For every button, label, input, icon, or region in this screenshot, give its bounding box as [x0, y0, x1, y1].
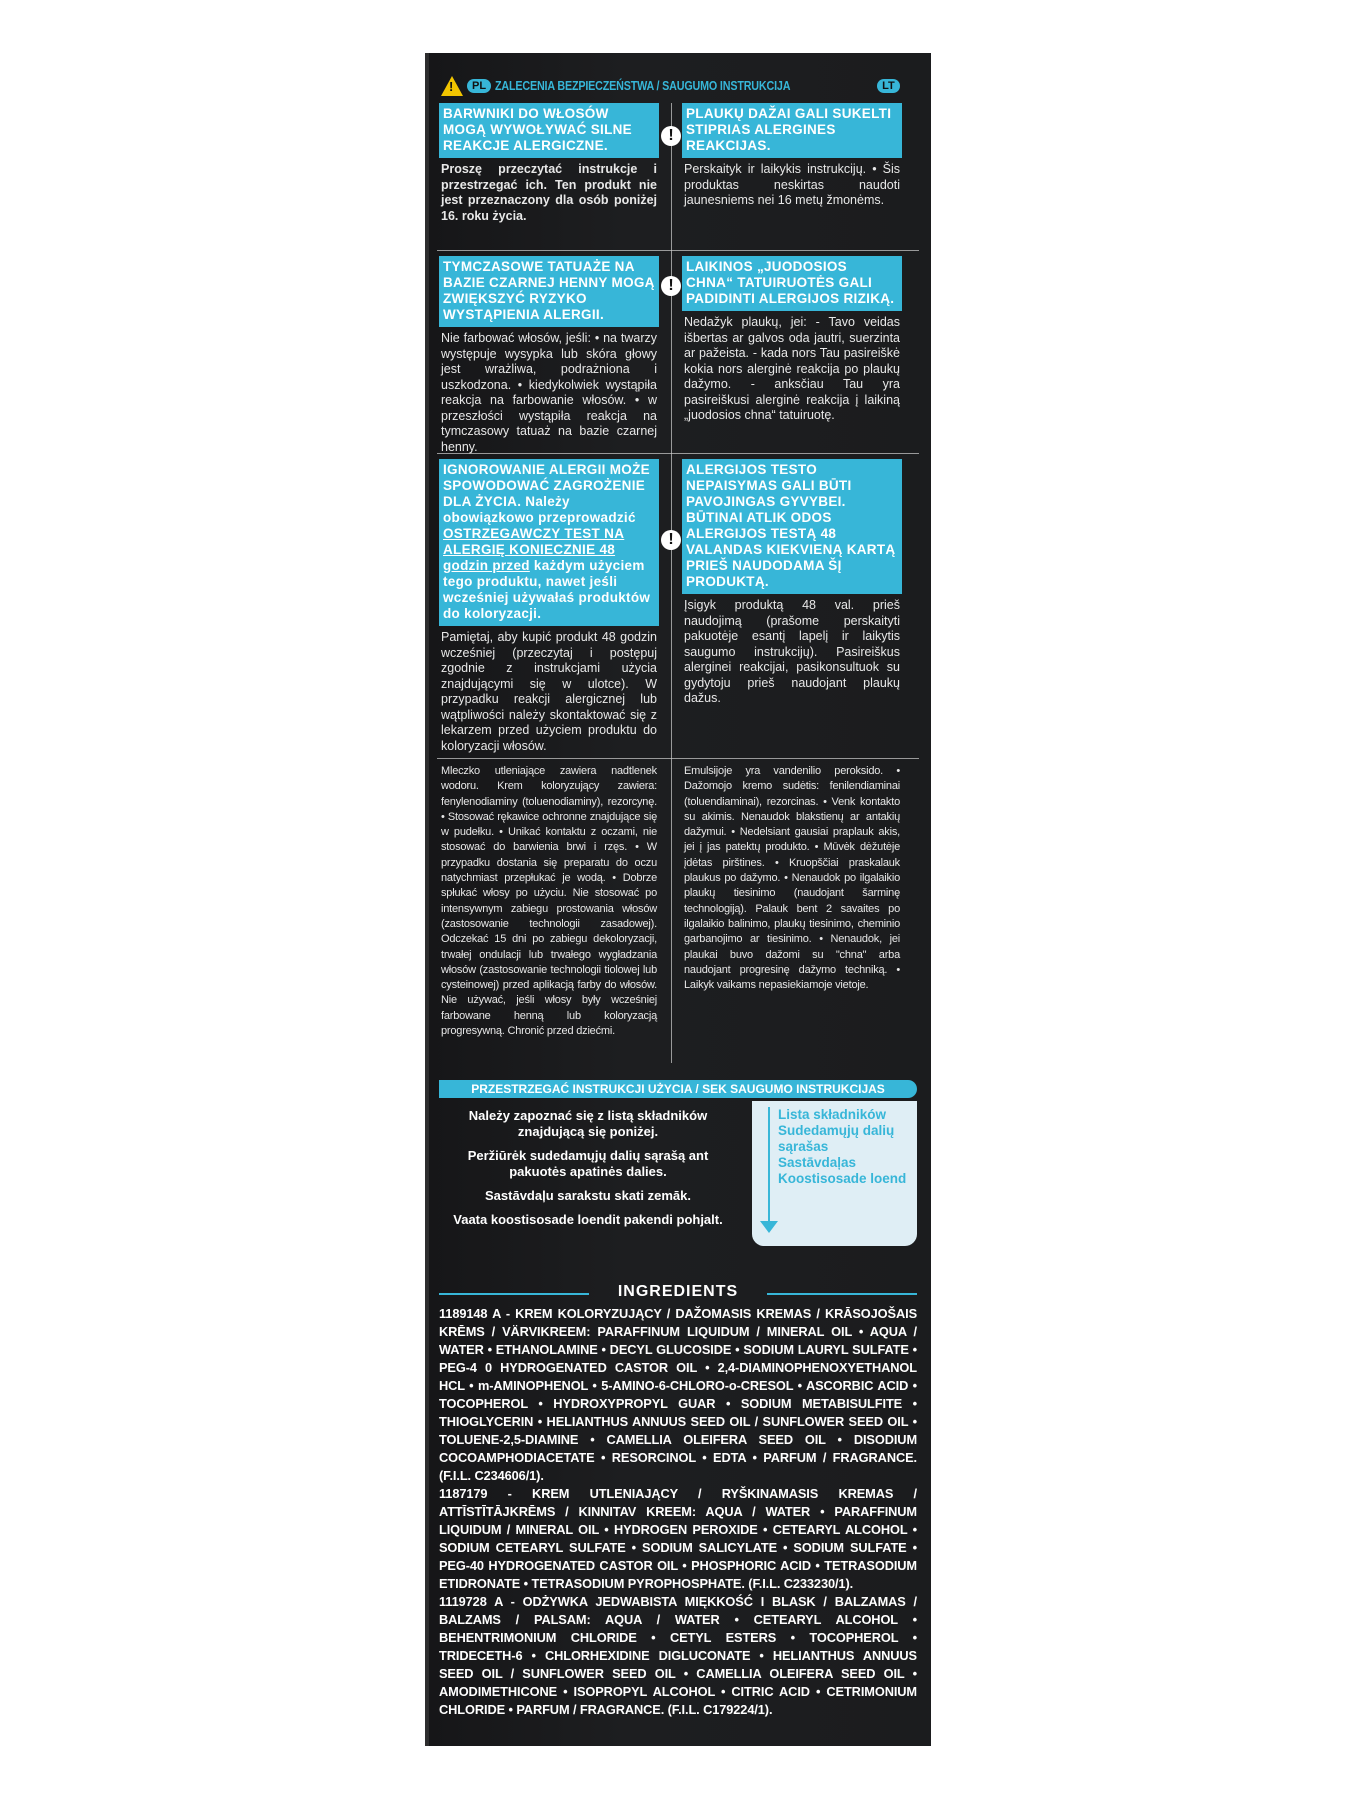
ingredients-colorant: 1189148 A - KREM KOLORYZUJĄCY / DAŽOMASIS KREMAS / KRĀSOJOŠAIS KRĒMS / VÄRVIKREEM: PARAFFINUM LIQUIDUM / MINERAL OIL • AQUA / WATER • ETHANOLAMINE • DECYL GLUCOSIDE • SODIUM LAURYL SULFATE • PEG-4 0 HYDROGENATED CASTOR OIL • 2,4-DIAMINOPHENOXYETHANOL HCL • m-AMINOPHENOL • 5-AMINO-6-CHLORO-o-CRESOL • ASCORBIC ACID • TOCOPHEROL • HYDROXYPROPYL GUAR • SODIUM METABISULFITE • THIOGLYCERIN • HELIANTHUS ANNUUS SEED OIL / SUNFLOWER SEED OIL • TOLUENE-2,5-DIAMINE • CAMELLIA OLEIFERA SEED OIL • DISODIUM COCOAMPHODIACETATE • RESORCINOL • EDTA • PARFUM / FRAGRANCE. (F.I.L. C234606/1).: [439, 1306, 917, 1483]
lt-text-4: Emulsijoje yra vandenilio peroksido. • Dažomojo kremo sudėtis: fenilendiaminai (toluendiaminai), rezorcinas. • Venk kontakto su akimis. Nenaudok blakstienų ar antakių dažymui. • Nedelsiant gausiai praplauk akis, jei į jas patektų produkto. • Mūvėk dėžutėje įdėtas pirštines. • Kruopščiai praskalauk plaukus po dažymo. • Nenaudok po ilgalaikio plaukų tiesinimo (naudojant šarminę technologiją). Palauk bent 2 savaites po ilgalaikio balinimo, plaukų tiesinimo, cheminio garbanojimo ar tiesinimo. • Nenaudok, jei plaukai buvo dažomi su "chna" arba naudojant progresinę dažymo techniką. • Laikyk vaikams nepasiekiamoje vietoje.: [684, 765, 900, 992]
list-item: Lista składników: [778, 1107, 887, 1122]
exclamation-icon: !: [661, 276, 681, 296]
allergy-test-link-text: OSTRZEGAWCZY TEST NA ALERGIĘ KONIECZNIE 48 godzin przed: [443, 526, 625, 573]
lt-section-3: [682, 459, 902, 711]
exclamation-icon: !: [661, 530, 681, 550]
lt-section-1: [682, 103, 902, 213]
section-divider: [437, 758, 919, 759]
lang-badge-lt: LT: [877, 79, 900, 93]
pl-section-2: [439, 256, 659, 459]
product-label-panel: [425, 53, 931, 1746]
pl-section-4: [439, 760, 659, 1043]
ingredient-note-et: Vaata koostisosade loendit pakendi pohjalt.: [453, 1212, 723, 1227]
ingredients-title: INGREDIENTS: [439, 1283, 917, 1303]
lt-warning-box-2: LAIKINOS „JUODOSIOS CHNA“ TATUIRUOTĖS GALI PADIDINTI ALERGIJOS RIZIKĄ.: [682, 256, 902, 311]
ingredients-list: [439, 1305, 917, 1719]
pl-warning-box-1: BARWNIKI DO WŁOSÓW MOGĄ WYWOŁYWAĆ SILNE REAKCJE ALERGICZNE.: [439, 103, 659, 158]
pl-section-1: [439, 103, 659, 228]
pl-text-1: Proszę przeczytać instrukcje i przestrzegać ich. Ten produkt nie jest przeznaczony dla osób poniżej 16. roku życia.: [441, 162, 657, 223]
ingredients-developer: 1187179 - KREM UTLENIAJĄCY / RYŠKINAMASIS KREMAS / ATTĪSTĪTĀJKRĒMS / KINNITAV KREEM: AQUA / WATER • PARAFFINUM LIQUIDUM / MINERAL OIL • HYDROGEN PEROXIDE • CETEARYL ALCOHOL • SODIUM CETEARYL SULFATE • SODIUM SALICYLATE • SODIUM SULFATE • PEG-40 HYDROGENATED CASTOR OIL • PHOSPHORIC ACID • TETRASODIUM ETIDRONATE • TETRASODIUM PYROPHOSPHATE. (F.I.L. C233230/1).: [439, 1486, 917, 1591]
down-arrow-icon: [768, 1107, 770, 1223]
instructions-banner: PRZESTRZEGAĆ INSTRUKCJI UŻYCIA / SEK SAUGUMO INSTRUKCIJAS: [439, 1080, 917, 1098]
pl-warning-box-3: IGNOROWANIE ALERGII MOŻE SPOWODOWAĆ ZAGROŻENIE DLA ŻYCIA. Należy obowiązkowo przeprowadzić OSTRZEGAWCZY TEST NA ALERGIĘ KONIECZNIE 48 godzin przed każdym użyciem tego produktu, nawet jeśli wcześniej używałaś produktów do koloryzacji.: [439, 459, 659, 626]
lang-badge-pl: PL: [467, 79, 491, 93]
ingredients-conditioner: 1119728 A - ODŻYWKA JEDWABISTA MIĘKKOŚĆ I BLASK / BALZAMAS / BALZAMS / PALSAM: AQUA / WATER • CETEARYL ALCOHOL • BEHENTRIMONIUM CHLORIDE • CETYL ESTERS • TOCOPHEROL • TRIDECETH-6 • CHLORHEXIDINE DIGLUCONATE • HELIANTHUS ANNUUS SEED OIL / SUNFLOWER SEED OIL • CAMELLIA OLEIFERA SEED OIL • AMODIMETHICONE • ISOPROPYL ALCOHOL • CITRIC ACID • CETRIMONIUM CHLORIDE • PARFUM / FRAGRANCE. (F.I.L. C179224/1).: [439, 1594, 917, 1717]
down-arrow-head-icon: [760, 1221, 778, 1233]
pl-section-3: [439, 459, 659, 758]
list-item: Sastāvdaļas: [778, 1155, 857, 1170]
safety-header-title: ZALECENIA BEZPIECZEŃSTWA / SAUGUMO INSTRUKCIJA: [495, 79, 791, 93]
pl-warning-box-2: TYMCZASOWE TATUAŻE NA BAZIE CZARNEJ HENNY MOGĄ ZWIĘKSZYĆ RYZYKO WYSTĄPIENIA ALERGII.: [439, 256, 659, 327]
ingredient-note-lv: Sastāvdaļu sarakstu skati zemāk.: [485, 1188, 691, 1203]
pl-text-3: Pamiętaj, aby kupić produkt 48 godzin wcześniej (przeczytaj i postępuj zgodnie z instrukcjami użycia znajdującymi się w ulotce). W przypadku reakcji alergicznej lub wątpliwości należy skontaktować się z lekarzem przed użyciem produktu do koloryzacji włosów.: [441, 630, 657, 753]
list-item: Sudedamųjų dalių sąrašas: [778, 1123, 895, 1154]
lt-warning-box-3: ALERGIJOS TESTO NEPAISYMAS GALI BŪTI PAVOJINGAS GYVYBEI. BŪTINAI ATLIK ODOS ALERGIJOS TESTĄ 48 VALANDAS KIEKVIENĄ KARTĄ PRIEŠ NAUDODAMA ŠĮ PRODUKTĄ.: [682, 459, 902, 594]
lt-section-2: [682, 256, 902, 428]
lt-text-3: Įsigyk produktą 48 val. prieš naudojimą (prašome perskaityti pakuotėje esantį lapelį ir laikytis saugumo instrukcijų). Pasireiškus alerginei reakcijai, pasikonsultuok su gydytoju prieš naudojant plaukų dažus.: [684, 598, 900, 705]
warning-triangle-icon: !: [441, 76, 463, 96]
lt-text-1: Perskaityk ir laikykis instrukcijų. • Šis produktas neskirtas naudoti jaunesniems nei 16 metų žmonėms.: [684, 162, 900, 207]
pl-text-2: Nie farbować włosów, jeśli: • na twarzy występuje wysypka lub skóra głowy jest wrażliwa, podrażniona i uszkodzona. • kiedykolwiek wystąpiła reakcja na farbowanie włosów. • w przeszłości wystąpiła reakcja na tymczasowy tatuaż na bazie czarnej henny.: [441, 331, 657, 454]
column-divider: [671, 103, 672, 1063]
ingredient-note-pl: Należy zapoznać się z listą składników znajdującą się poniżej.: [468, 1108, 708, 1139]
safety-header: [441, 75, 915, 97]
ingredient-note-lt: Peržiūrėk sudedamųjų dalių sąrašą ant pakuotės apatinės dalies.: [467, 1148, 709, 1179]
list-item: Koostisosade loend: [778, 1171, 907, 1186]
lt-section-4: [682, 760, 902, 997]
section-divider: [437, 250, 919, 251]
section-divider: [437, 453, 919, 454]
lt-text-2: Nedažyk plaukų, jei: - Tavo veidas išbertas ar galvos oda jautri, suerzinta ar pažeista. - kada nors Tau pasireiškė kokia nors alerginė reakcija po plaukų dažymo. - anksčiau Tau yra pasireiškusi alerginė reakcija į laikiną „juodosios chna“ tatuiruotę.: [684, 315, 900, 422]
ingredient-list-box: [752, 1101, 917, 1246]
ingredient-notes: [443, 1108, 733, 1236]
lt-warning-box-1: PLAUKŲ DAŽAI GALI SUKELTI STIPRIAS ALERGINES REAKCIJAS.: [682, 103, 902, 158]
exclamation-icon: !: [661, 126, 681, 146]
pl-text-4: Mleczko utleniające zawiera nadtlenek wodoru. Krem koloryzujący zawiera: fenylenodiaminy (toluenodiaminy), rezorcynę. • Stosować rękawice ochronne znajdujące się w pudełku. • Unikać kontaktu z oczami, nie stosować do barwienia brwi i rzęs. • W przypadku dostania się preparatu do oczu natychmiast przepłukać je wodą. • Dobrze spłukać włosy po użyciu. Nie stosować po intensywnym zabiegu prostowania włosów (zastosowanie technologii zasadowej). Odczekać 15 dni po zabiegu dekoloryzacji, trwałej ondulacji lub trwałego wygładzania włosów (zastosowanie technologii tiolowej lub cysteinowej) przed aplikacją farby do włosów. Nie używać, jeśli włosy były wcześniej farbowane henną lub koloryzacją progresywną. Chronić przed dziećmi.: [441, 765, 657, 1038]
